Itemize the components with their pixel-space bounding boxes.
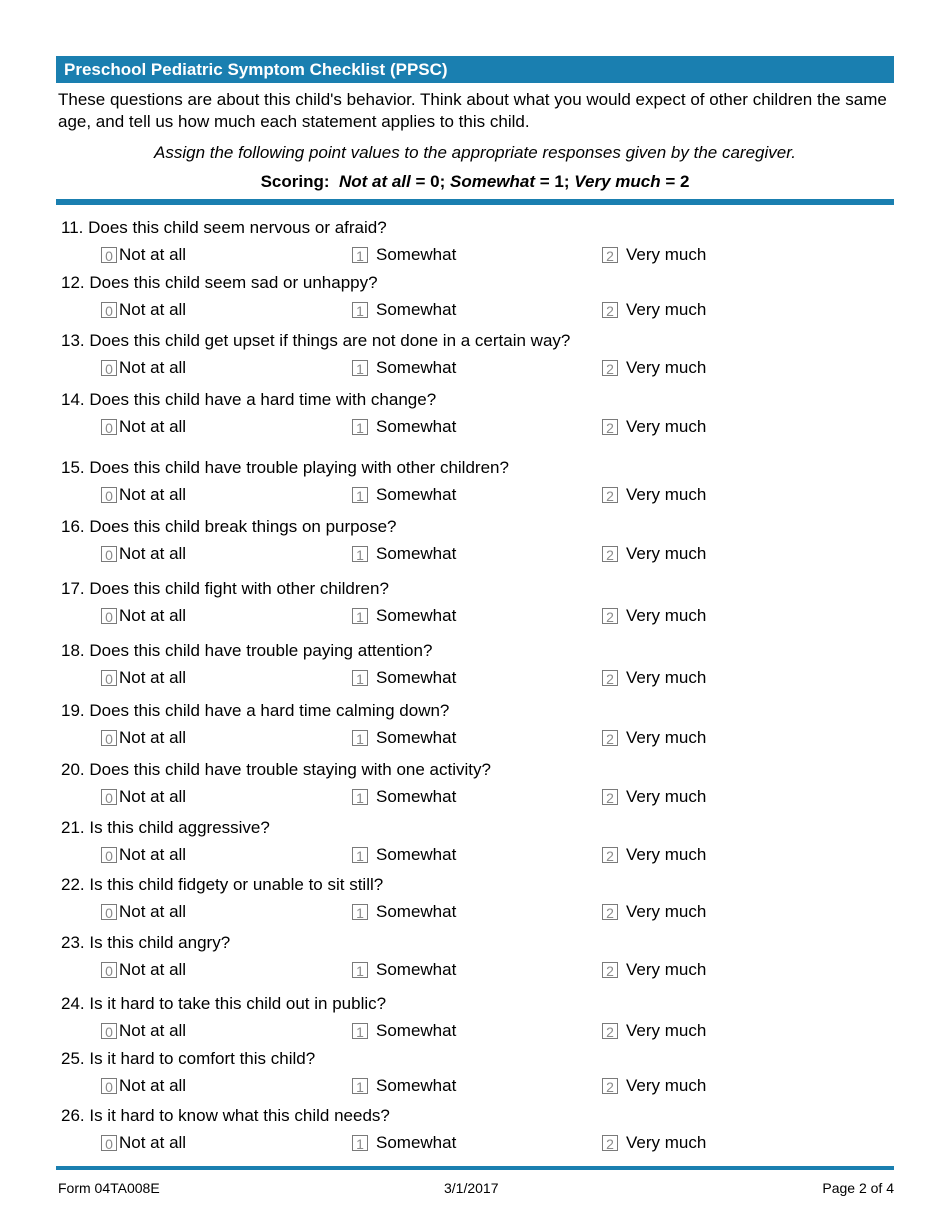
answer-option-label: Somewhat	[376, 845, 457, 864]
score-checkbox[interactable]: 2	[602, 546, 618, 562]
score-checkbox[interactable]: 1	[352, 730, 368, 746]
answer-option[interactable]	[602, 728, 706, 748]
answer-option-label: Somewhat	[376, 485, 457, 504]
answer-option[interactable]	[101, 1021, 186, 1041]
answer-option-label: Somewhat	[376, 1076, 457, 1095]
answer-option-label: Very much	[626, 358, 707, 377]
answer-option[interactable]	[602, 485, 706, 505]
answer-option-label: Very much	[626, 787, 707, 806]
answer-option[interactable]	[101, 606, 186, 626]
score-checkbox[interactable]: 2	[602, 904, 618, 920]
question-text: 17. Does this child fight with other children?	[61, 579, 389, 598]
answer-option[interactable]	[352, 544, 456, 564]
answer-option-label: Very much	[626, 845, 707, 864]
scoring-somewhat-value: = 1;	[539, 172, 570, 191]
scoring-very-much-value: = 2	[665, 172, 690, 191]
score-checkbox[interactable]: 0	[101, 419, 117, 435]
answer-option[interactable]	[352, 245, 456, 265]
answer-option[interactable]	[101, 417, 186, 437]
score-checkbox[interactable]: 2	[602, 1078, 618, 1094]
score-checkbox[interactable]: 0	[101, 670, 117, 686]
answer-option-label: Somewhat	[376, 544, 457, 563]
score-checkbox[interactable]: 1	[352, 419, 368, 435]
score-checkbox[interactable]: 0	[101, 1023, 117, 1039]
score-checkbox[interactable]: 0	[101, 789, 117, 805]
answer-option-label: Not at all	[119, 606, 187, 625]
answer-option[interactable]	[101, 668, 186, 688]
question-text: 23. Is this child angry?	[61, 933, 231, 952]
score-checkbox[interactable]: 1	[352, 904, 368, 920]
score-checkbox[interactable]: 1	[352, 608, 368, 624]
answer-option-label: Not at all	[119, 300, 187, 319]
answer-option[interactable]	[352, 1076, 456, 1096]
score-checkbox[interactable]: 1	[352, 247, 368, 263]
answer-option-label: Somewhat	[376, 960, 457, 979]
answer-option[interactable]	[352, 960, 456, 980]
answer-option[interactable]	[101, 1076, 186, 1096]
form-title-bar	[56, 56, 894, 83]
question-text: 15. Does this child have trouble playing with other children?	[61, 458, 509, 477]
answer-option-label: Very much	[626, 668, 707, 687]
answer-option[interactable]	[352, 417, 456, 437]
scoring-not-at-all: Not at all	[338, 172, 411, 191]
answer-option-label: Not at all	[119, 1021, 187, 1040]
answer-option[interactable]	[352, 606, 456, 626]
score-checkbox[interactable]: 2	[602, 1023, 618, 1039]
answer-option-label: Somewhat	[376, 358, 457, 377]
score-checkbox[interactable]: 2	[602, 1135, 618, 1151]
score-checkbox[interactable]: 0	[101, 962, 117, 978]
score-checkbox[interactable]: 0	[101, 247, 117, 263]
intro-paragraph: These questions are about this child's behavior. Think about what you would expect of other children the same age, and tell us how much each statement applies to this child.	[58, 90, 887, 131]
answer-option[interactable]	[101, 544, 186, 564]
answer-option-label: Somewhat	[376, 417, 457, 436]
answer-option-label: Very much	[626, 902, 707, 921]
answer-option-label: Very much	[626, 960, 707, 979]
score-checkbox[interactable]: 1	[352, 670, 368, 686]
answer-option[interactable]	[352, 300, 456, 320]
score-checkbox[interactable]: 2	[602, 419, 618, 435]
bottom-divider	[56, 1166, 894, 1170]
answer-option-label: Very much	[626, 544, 707, 563]
answer-option[interactable]	[602, 245, 706, 265]
question-text: 26. Is it hard to know what this child needs?	[61, 1106, 390, 1125]
answer-option[interactable]	[352, 902, 456, 922]
score-checkbox[interactable]: 2	[602, 302, 618, 318]
footer-form-number: Form 04TA008E	[58, 1180, 160, 1196]
score-checkbox[interactable]: 2	[602, 789, 618, 805]
score-checkbox[interactable]: 2	[602, 730, 618, 746]
answer-option-label: Not at all	[119, 417, 187, 436]
answer-option-label: Not at all	[119, 728, 187, 747]
question-text: 18. Does this child have trouble paying attention?	[61, 641, 433, 660]
answer-option[interactable]	[602, 1076, 706, 1096]
answer-option[interactable]	[101, 1133, 186, 1153]
footer-date: 3/1/2017	[444, 1180, 499, 1196]
score-checkbox[interactable]: 1	[352, 1023, 368, 1039]
score-checkbox[interactable]: 1	[352, 487, 368, 503]
answer-option-label: Somewhat	[376, 300, 457, 319]
score-checkbox[interactable]: 2	[602, 962, 618, 978]
answer-option-label: Somewhat	[376, 1021, 457, 1040]
scoring-somewhat: Somewhat	[450, 172, 536, 191]
answer-option[interactable]	[352, 358, 456, 378]
answer-option[interactable]	[352, 845, 456, 865]
score-checkbox[interactable]: 0	[101, 904, 117, 920]
scoring-legend	[56, 171, 894, 193]
answer-option[interactable]	[101, 845, 186, 865]
question-text: 11. Does this child seem nervous or afraid?	[61, 218, 387, 237]
answer-option[interactable]	[101, 300, 186, 320]
score-checkbox[interactable]: 2	[602, 487, 618, 503]
score-checkbox[interactable]: 2	[602, 847, 618, 863]
answer-option-label: Not at all	[119, 245, 187, 264]
footer-page-number: Page 2 of 4	[822, 1180, 894, 1196]
answer-option-label: Very much	[626, 245, 707, 264]
answer-option-label: Very much	[626, 300, 707, 319]
answer-option[interactable]	[101, 485, 186, 505]
score-checkbox[interactable]: 1	[352, 302, 368, 318]
score-checkbox[interactable]: 0	[101, 487, 117, 503]
question-text: 16. Does this child break things on purpose?	[61, 517, 397, 536]
score-checkbox[interactable]: 1	[352, 847, 368, 863]
scoring-label: Scoring:	[260, 172, 330, 191]
answer-option[interactable]	[352, 1021, 456, 1041]
answer-option-label: Very much	[626, 417, 707, 436]
answer-option[interactable]	[602, 358, 706, 378]
question-text: 13. Does this child get upset if things are not done in a certain way?	[61, 331, 571, 350]
answer-option-label: Very much	[626, 1076, 707, 1095]
question-text: 25. Is it hard to comfort this child?	[61, 1049, 316, 1068]
answer-option-label: Not at all	[119, 358, 187, 377]
score-checkbox[interactable]: 0	[101, 1135, 117, 1151]
answer-option[interactable]	[101, 787, 186, 807]
question-text: 20. Does this child have trouble staying with one activity?	[61, 760, 491, 779]
score-checkbox[interactable]: 0	[101, 730, 117, 746]
answer-option[interactable]	[602, 300, 706, 320]
answer-option[interactable]	[602, 902, 706, 922]
score-checkbox[interactable]: 0	[101, 1078, 117, 1094]
top-divider	[56, 199, 894, 205]
score-checkbox[interactable]: 1	[352, 789, 368, 805]
question-text: 12. Does this child seem sad or unhappy?	[61, 273, 378, 292]
answer-option[interactable]	[101, 358, 186, 378]
answer-option-label: Somewhat	[376, 1133, 457, 1152]
score-checkbox[interactable]: 0	[101, 302, 117, 318]
answer-option[interactable]	[101, 245, 186, 265]
answer-option-label: Not at all	[119, 485, 187, 504]
scoring-instruction: Assign the following point values to the appropriate responses given by the caregiver.	[154, 143, 796, 162]
answer-option-label: Not at all	[119, 960, 187, 979]
answer-option-label: Very much	[626, 1021, 707, 1040]
answer-option-label: Somewhat	[376, 728, 457, 747]
score-checkbox[interactable]: 2	[602, 670, 618, 686]
answer-option[interactable]	[602, 1133, 706, 1153]
question-text: 21. Is this child aggressive?	[61, 818, 270, 837]
answer-option-label: Not at all	[119, 668, 187, 687]
score-checkbox[interactable]: 0	[101, 847, 117, 863]
score-checkbox[interactable]: 1	[352, 546, 368, 562]
score-checkbox[interactable]: 0	[101, 546, 117, 562]
score-checkbox[interactable]: 1	[352, 360, 368, 376]
answer-option[interactable]	[602, 845, 706, 865]
answer-option[interactable]	[101, 902, 186, 922]
score-checkbox[interactable]: 1	[352, 962, 368, 978]
answer-option[interactable]	[602, 544, 706, 564]
question-text: 24. Is it hard to take this child out in public?	[61, 994, 387, 1013]
answer-option-label: Very much	[626, 1133, 707, 1152]
answer-option-label: Not at all	[119, 1076, 187, 1095]
answer-option[interactable]	[352, 668, 456, 688]
question-text: 19. Does this child have a hard time calming down?	[61, 701, 450, 720]
answer-option[interactable]	[352, 1133, 456, 1153]
scoring-not-at-all-value: = 0;	[415, 172, 446, 191]
score-checkbox[interactable]: 0	[101, 608, 117, 624]
answer-option-label: Very much	[626, 728, 707, 747]
question-text: 22. Is this child fidgety or unable to sit still?	[61, 875, 384, 894]
score-checkbox[interactable]: 1	[352, 1135, 368, 1151]
answer-option[interactable]	[602, 668, 706, 688]
answer-option-label: Not at all	[119, 544, 187, 563]
answer-option-label: Very much	[626, 606, 707, 625]
answer-option-label: Somewhat	[376, 245, 457, 264]
answer-option-label: Not at all	[119, 845, 187, 864]
answer-option[interactable]	[352, 728, 456, 748]
scoring-very-much: Very much	[574, 172, 661, 191]
answer-option[interactable]	[352, 787, 456, 807]
answer-option[interactable]	[101, 960, 186, 980]
form-title: Preschool Pediatric Symptom Checklist (PPSC)	[64, 60, 448, 79]
answer-option[interactable]	[602, 787, 706, 807]
question-text: 14. Does this child have a hard time with change?	[61, 390, 437, 409]
score-checkbox[interactable]: 1	[352, 1078, 368, 1094]
answer-option[interactable]	[352, 485, 456, 505]
answer-option-label: Somewhat	[376, 668, 457, 687]
answer-option[interactable]	[602, 1021, 706, 1041]
answer-option-label: Very much	[626, 485, 707, 504]
answer-option-label: Not at all	[119, 902, 187, 921]
answer-option[interactable]	[602, 417, 706, 437]
answer-option-label: Somewhat	[376, 902, 457, 921]
answer-option[interactable]	[101, 728, 186, 748]
answer-option-label: Somewhat	[376, 787, 457, 806]
answer-option[interactable]	[602, 960, 706, 980]
score-checkbox[interactable]: 2	[602, 608, 618, 624]
answer-option-label: Not at all	[119, 1133, 187, 1152]
score-checkbox[interactable]: 0	[101, 360, 117, 376]
score-checkbox[interactable]: 2	[602, 247, 618, 263]
score-checkbox[interactable]: 2	[602, 360, 618, 376]
answer-option-label: Somewhat	[376, 606, 457, 625]
answer-option[interactable]	[602, 606, 706, 626]
answer-option-label: Not at all	[119, 787, 187, 806]
